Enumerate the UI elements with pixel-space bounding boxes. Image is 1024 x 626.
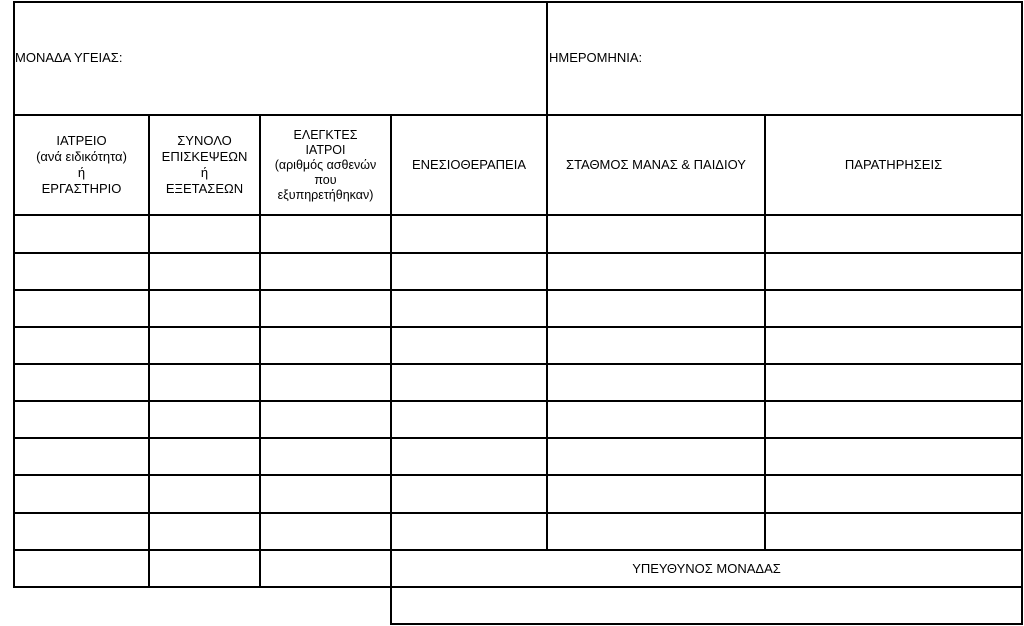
header-split	[546, 1, 548, 115]
header-clinic: ΙΑΤΡΕΙΟ (ανά ειδικότητα) ή ΕΡΓΑΣΤΗΡΙΟ	[36, 133, 127, 196]
header-mother-child-station: ΣΤΑΘΜΟΣ ΜΑΝΑΣ & ΠΑΙΔΙΟΥ	[566, 157, 746, 172]
date-field[interactable]	[660, 40, 1010, 80]
row-line	[13, 252, 1023, 254]
row-line	[13, 512, 1023, 514]
row-line	[13, 289, 1023, 291]
row-line	[13, 326, 1023, 328]
health-unit-label: ΜΟΝΑΔΑ ΥΓΕΙΑΣ:	[15, 50, 123, 65]
right-border	[1021, 1, 1023, 625]
row-line	[13, 400, 1023, 402]
health-unit-field[interactable]	[160, 40, 530, 80]
row-line	[13, 363, 1023, 365]
header-injection-therapy: ΕΝΕΣΙΟΘΕΡΑΠΕΙΑ	[412, 157, 526, 172]
row-line	[13, 474, 1023, 476]
date-label: ΗΜΕΡΟΜΗΝΙΑ:	[549, 50, 643, 65]
unit-responsible-label: ΥΠΕΥΘΥΝΟΣ ΜΟΝΑΔΑΣ	[632, 560, 781, 576]
unit-responsible-signature-field[interactable]	[392, 588, 1021, 623]
column-header-bottom	[13, 214, 1023, 216]
header-inspector-doctors: ΕΛΕΓΚΤΕΣ ΙΑΤΡΟΙ (αριθμός ασθενών που εξυπηρετήθηκαν)	[274, 127, 377, 202]
signature-bottom	[391, 623, 1023, 625]
header-total-visits: ΣΥΝΟΛΟ ΕΠΙΣΚΕΨΕΩΝ ή ΕΞΕΤΑΣΕΩΝ	[161, 133, 248, 196]
row-line	[13, 437, 1023, 439]
header-notes: ΠΑΡΑΤΗΡΗΣΕΙΣ	[844, 157, 943, 172]
